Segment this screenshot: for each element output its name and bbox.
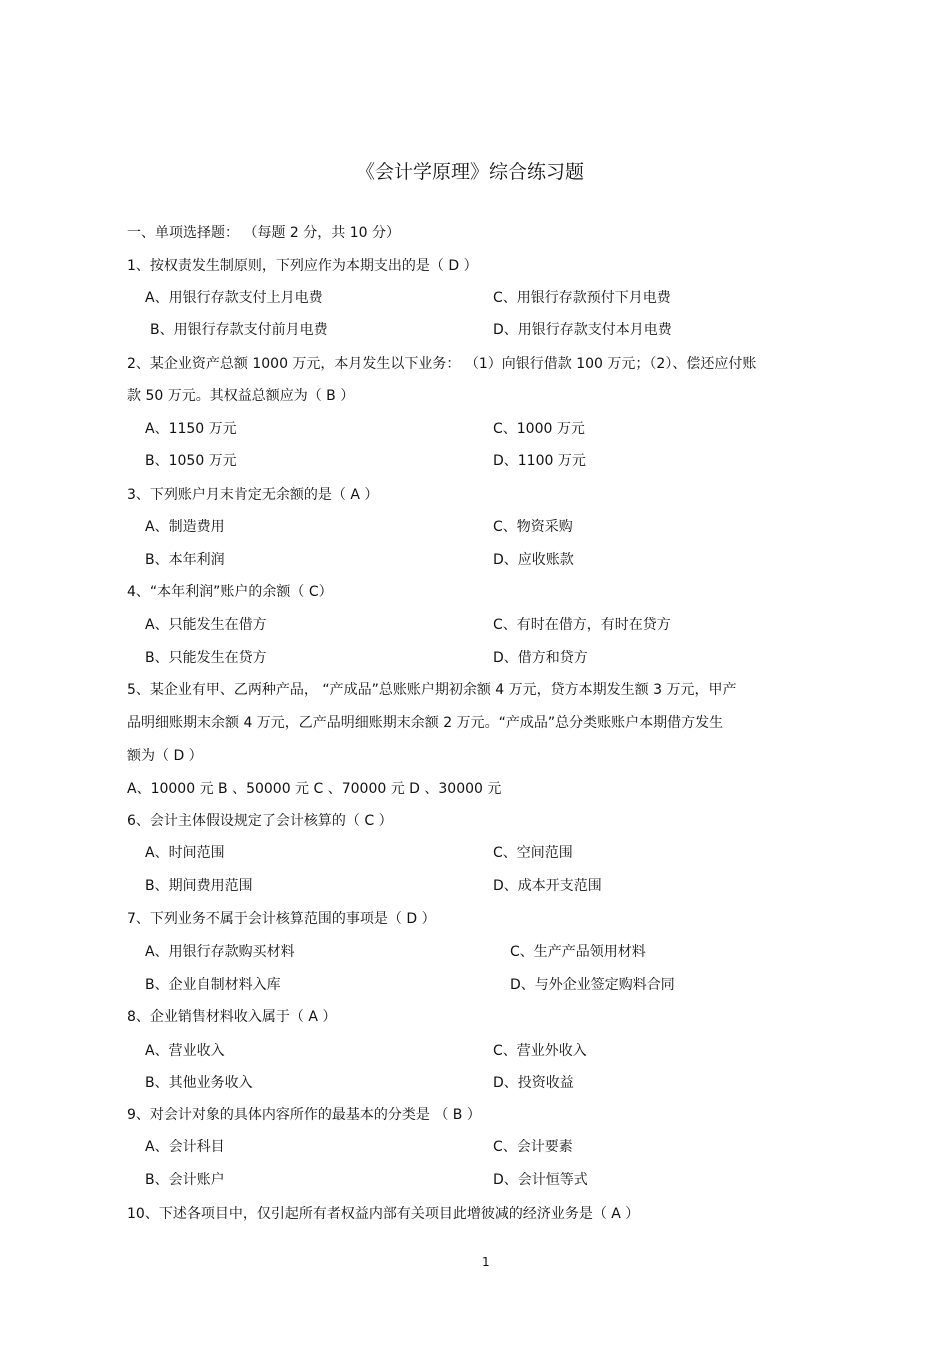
option-3c: C、物资采购: [493, 519, 573, 535]
option-9a: A、会计科目: [145, 1139, 225, 1155]
options-5: A、10000 元 B 、50000 元 C 、70000 元 D 、30000 元: [127, 781, 502, 797]
option-1d: D、用银行存款支付本月电费: [493, 322, 672, 338]
option-7d: D、与外企业签定购料合同: [510, 977, 675, 993]
option-2c: C、1000 万元: [493, 421, 585, 437]
option-9b: B、会计账户: [145, 1172, 225, 1188]
option-7b: B、企业自制材料入库: [145, 977, 281, 993]
question-1: 1、按权责发生制原则，下列应作为本期支出的是（ D ）: [127, 258, 478, 274]
question-2: 2、某企业资产总额 1000 万元，本月发生以下业务： （1）向银行借款 100 万元；（2）、偿还应付账: [127, 356, 757, 372]
question-4: 4、“本年利润”账户的余额（ C）: [127, 584, 333, 600]
option-3d: D、应收账款: [493, 552, 574, 568]
question-9: 9、对会计对象的具体内容所作的最基本的分类是 （ B ）: [127, 1107, 481, 1123]
question-5-cont-1: 品明细账期末余额 4 万元，乙产品明细账期末余额 2 万元。“产成品”总分类账账户本期借方发生: [127, 715, 724, 731]
option-3b: B、本年利润: [145, 552, 225, 568]
question-5: 5、某企业有甲、乙两种产品， “产成品”总账账户期初余额 4 万元，贷方本期发生额 3 万元，甲产: [127, 682, 737, 698]
option-1b: B、用银行存款支付前月电费: [150, 322, 328, 338]
option-4c: C、有时在借方，有时在贷方: [493, 617, 671, 633]
option-8b: B、其他业务收入: [145, 1075, 253, 1091]
option-1a: A、用银行存款支付上月电费: [145, 290, 323, 306]
question-7: 7、下列业务不属于会计核算范围的事项是（ D ）: [127, 911, 436, 927]
option-9d: D、会计恒等式: [493, 1172, 588, 1188]
option-8d: D、投资收益: [493, 1075, 574, 1091]
option-6c: C、空间范围: [493, 845, 573, 861]
option-3a: A、制造费用: [145, 519, 225, 535]
question-2-cont: 款 50 万元。其权益总额应为（ B ）: [127, 388, 355, 404]
option-4a: A、只能发生在借方: [145, 617, 267, 633]
option-7a: A、用银行存款购买材料: [145, 944, 295, 960]
option-2a: A、1150 万元: [145, 421, 237, 437]
question-8: 8、企业销售材料收入属于（ A ）: [127, 1009, 337, 1025]
option-8a: A、营业收入: [145, 1043, 225, 1059]
option-6d: D、成本开支范围: [493, 878, 602, 894]
option-7c: C、生产产品领用材料: [510, 944, 646, 960]
option-1c: C、用银行存款预付下月电费: [493, 290, 671, 306]
question-10: 10、下述各项目中，仅引起所有者权益内部有关项目此增彼减的经济业务是（ A ）: [127, 1206, 640, 1222]
option-6a: A、时间范围: [145, 845, 225, 861]
document-title: 《会计学原理》综合练习题: [356, 161, 585, 183]
option-6b: B、期间费用范围: [145, 878, 253, 894]
option-4d: D、借方和贷方: [493, 650, 588, 666]
page-number: 1: [482, 1255, 490, 1269]
option-9c: C、会计要素: [493, 1139, 573, 1155]
option-4b: B、只能发生在贷方: [145, 650, 267, 666]
section-heading: 一、单项选择题： （每题 2 分，共 10 分）: [127, 225, 400, 241]
option-2b: B、1050 万元: [145, 453, 237, 469]
question-5-cont-2: 额为（ D ）: [127, 748, 203, 764]
question-3: 3、下列账户月末肯定无余额的是（ A ）: [127, 487, 379, 503]
question-6: 6、会计主体假设规定了会计核算的（ C ）: [127, 813, 393, 829]
option-2d: D、1100 万元: [493, 453, 586, 469]
option-8c: C、营业外收入: [493, 1043, 587, 1059]
